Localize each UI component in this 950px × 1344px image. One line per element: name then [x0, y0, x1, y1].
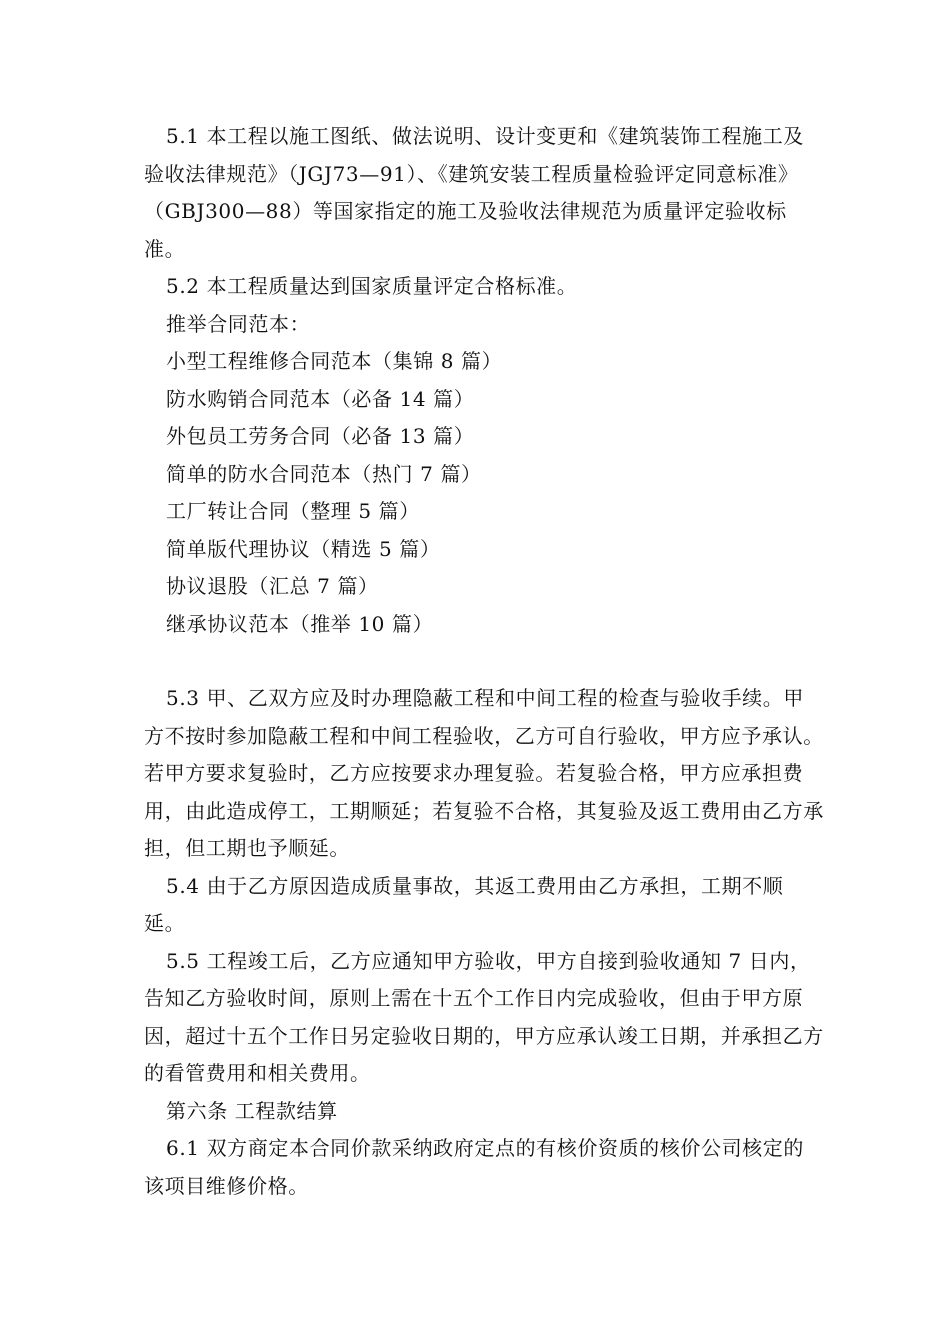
- recommend-item: 防水购销合同范本（必备 14 篇）: [166, 386, 475, 411]
- recommend-item: 小型工程维修合同范本（集锦 8 篇）: [166, 349, 503, 373]
- clause-5-5: 5.5 工程竣工后，乙方应通知甲方验收，甲方自接到验收通知 7 日内，告知乙方验收时间，原则上需在十五个工作日内完成验收，但由于甲方原因，超过十五个工作日另定验收日期的，甲方应承认竣工日期，并承担乙方的看管费用和相关费用。: [144, 948, 824, 1085]
- clause-5-3: 5.3 甲、乙双方应及时办理隐蔽工程和中间工程的检查与验收手续。甲方不按时参加隐蔽工程和中间工程验收，乙方可自行验收，甲方应予承认。若甲方要求复验时，乙方应按要求办理复验。若复验合格，甲方应承担费用，由此造成停工，工期顺延；若复验不合格，其复验及返工费用由乙方承担，但工期也予顺延。: [144, 686, 824, 860]
- blank-line: [144, 643, 824, 680]
- clause-5-2: 5.2 本工程质量达到国家质量评定合格标准。: [166, 274, 578, 298]
- clause-5-1: 5.1 本工程以施工图纸、做法说明、设计变更和《建筑装饰工程施工及验收法律规范》（JGJ73—91）、《建筑安装工程质量检验评定同意标准》（GBJ300—88）等国家指定的施工及验收法律规范为质量评定验收标准。: [144, 124, 804, 261]
- document-body: [144, 118, 824, 1205]
- recommend-item: 外包员工劳务合同（必备 13 篇）: [166, 424, 475, 448]
- recommend-item: 协议退股（汇总 7 篇）: [166, 574, 379, 598]
- recommend-item: 简单版代理协议（精选 5 篇）: [166, 536, 441, 561]
- clause-5-4: 5.4 由于乙方原因造成质量事故，其返工费用由乙方承担，工期不顺延。: [144, 873, 784, 935]
- article-6-heading: 第六条 工程款结算: [166, 1098, 338, 1123]
- recommend-item: 简单的防水合同范本（热门 7 篇）: [166, 461, 482, 486]
- recommend-item: 工厂转让合同（整理 5 篇）: [166, 499, 420, 523]
- recommend-heading: 推举合同范本：: [166, 311, 311, 336]
- recommend-item: 继承协议范本（推举 10 篇）: [166, 611, 434, 636]
- clause-6-1: 6.1 双方商定本合同价款采纳政府定点的有核价资质的核价公司核定的该项目维修价格。: [144, 1136, 804, 1198]
